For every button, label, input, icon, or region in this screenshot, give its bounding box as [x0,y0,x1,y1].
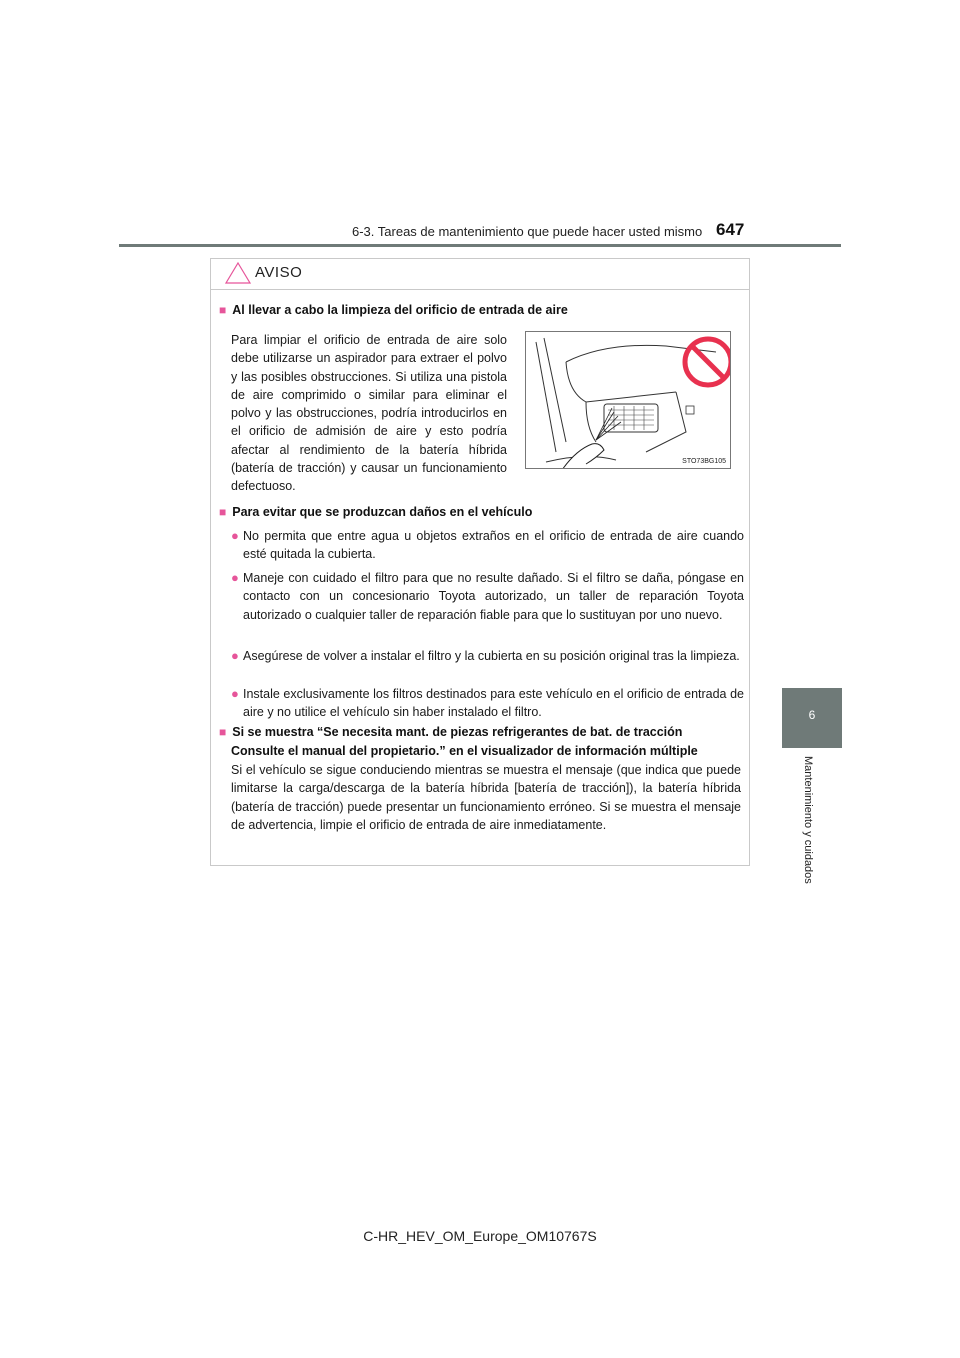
section1-heading-text: Al llevar a cabo la limpieza del orificio de entrada de aire [232,303,568,317]
square-bullet-icon: ■ [219,725,227,739]
section1-heading [219,303,568,317]
list-item [231,647,744,665]
list-item-text: Asegúrese de volver a instalar el filtro y la cubierta en su posición original tras la limpieza. [243,649,740,663]
section2-heading-text: Para evitar que se produzcan daños en el vehículo [232,505,533,519]
document-id: C-HR_HEV_OM_Europe_OM10767S [363,1228,597,1244]
list-item [231,685,744,722]
square-bullet-icon: ■ [219,303,227,317]
section2-heading [219,505,532,519]
section1-text: Para limpiar el orificio de entrada de aire solo debe utilizarse un aspirador para extraer el polvo y las posibles obstrucciones. Si utiliza una pistola de aire comprimido o similar para eliminar el polvo y las obstrucciones, podría introducirlos en el orificio de admisión de aire y esto podría afectar al rendimiento de la batería híbrida (batería de tracción) y causar un funcionamiento defectuoso. [231,333,507,494]
section-title: 6-3. Tareas de mantenimiento que puede hacer usted mismo [352,224,703,239]
chapter-number: 6 [808,708,816,722]
round-bullet-icon: ● [231,686,239,701]
square-bullet-icon: ■ [219,505,227,519]
round-bullet-icon: ● [231,528,239,543]
list-item-text: Instale exclusivamente los filtros destinados para este vehículo en el orificio de entrada de aire y no utilice el vehículo sin haber instalado el filtro. [243,687,744,720]
warning-title: AVISO [255,264,303,281]
list-item-text: Maneje con cuidado el filtro para que no resulte dañado. Si el filtro se daña, póngase en contacto con un concesionario Toyota autorizado, un taller de reparación Toyota autorizado o cualquier taller de reparación fiable para que lo sustituyan por uno nuevo. [243,571,744,622]
warning-triangle-icon [225,262,251,284]
header-divider [119,244,841,247]
list-item [231,569,744,624]
list-item [231,527,744,564]
warning-header [211,259,749,290]
section3-heading [219,723,744,761]
chapter-tab [782,688,842,748]
list-item-text: No permita que entre agua u objetos extraños en el orificio de entrada de aire cuando esté quitada la cubierta. [243,529,744,562]
chapter-title: Mantenimiento y cuidados [802,756,814,884]
section3-text: Si el vehículo se sigue conduciendo mientras se muestra el mensaje (que indica que puede limitarse la carga/descarga de la batería híbrida [batería de tracción]), la batería híbrida (batería de tracción) puede presentar un funcionamiento erróneo. Si se muestra el mensaje de advertencia, limpie el orificio de entrada de aire inmediatamente. [231,763,741,832]
page-number: 647 [716,220,745,239]
round-bullet-icon: ● [231,648,239,663]
round-bullet-icon: ● [231,570,239,585]
warning-box [210,258,750,866]
section3-heading-line2: Consulte el manual del propietario.” en el visualizador de información múltiple [231,744,698,758]
section3-heading-line1: Si se muestra “Se necesita mant. de piezas refrigerantes de bat. de tracción [232,725,683,739]
air-intake-illustration [526,332,731,469]
figure-code: STO73BG105 [682,458,726,465]
air-intake-figure [525,331,731,469]
